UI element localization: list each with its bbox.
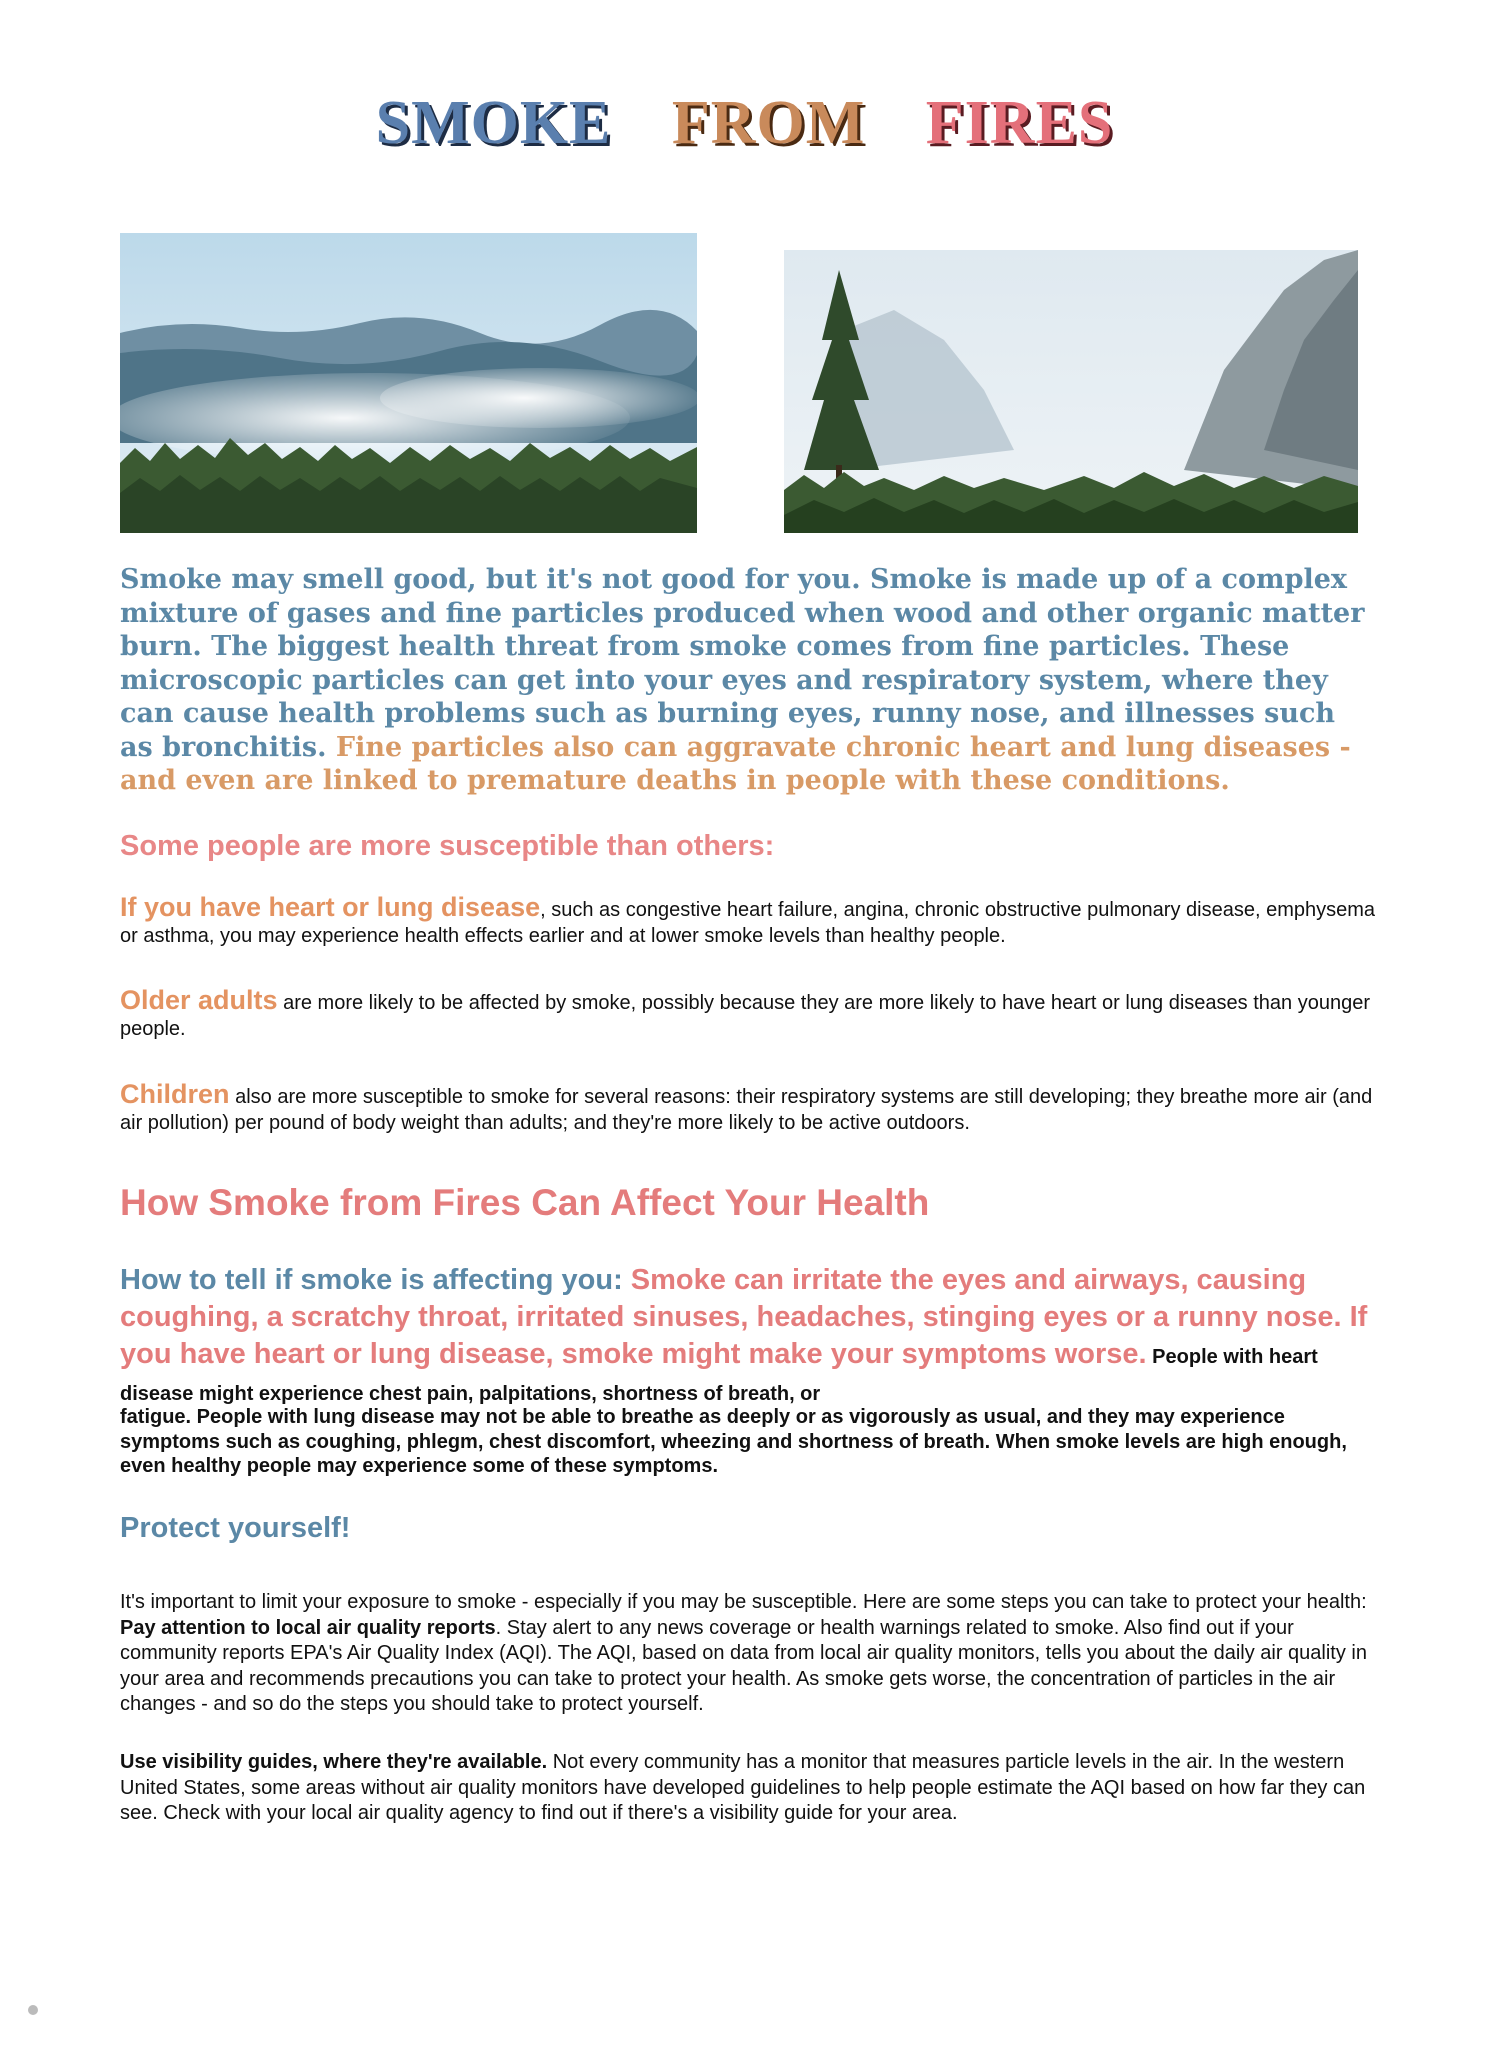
title-word-smoke: SMOKE <box>375 89 612 157</box>
heart-lung-text: , such as congestive heart failure, angina, chronic obstructive pulmonary disease, emphysema or asthma, you may experience health effects earlier and at lower smoke levels than healthy people. <box>120 899 1376 947</box>
health-heading: How Smoke from Fires Can Affect Your Health <box>120 1182 930 1223</box>
title-word-from: FROM <box>671 89 866 157</box>
protect-p1-b: . Stay alert to any news coverage or health warnings related to smoke. Also find out if your community reports EPA's Air Quality Index (AQI). The AQI, based on data from local air quality monitors, tells you about the daily air quality in your area and recommends precautions you can take to protect your health. As smoke gets worse, the concentration of particles in the air changes - and so do the steps you should take to protect yourself. <box>120 1616 1367 1715</box>
intro-blue-text: Smoke may smell good, but it's not good for you. Smoke is made up of a complex mixture of gases and fine particles produced when wood and other organic matter burn. The biggest health threat from smoke comes from fine particles. These microscopic particles can get into your eyes and respiratory system, where they can cause health problems such as burning eyes, runny nose, and illnesses such as bronchitis. <box>120 564 1365 763</box>
heart-lung-lead: If you have heart or lung disease <box>120 892 541 922</box>
older-adults-text: are more likely to be affected by smoke, possibly because they are more likely to have heart or lung diseases than younger people. <box>120 992 1370 1040</box>
susceptible-heading: Some people are more susceptible than others: <box>120 830 775 862</box>
tell-black-rest: fatigue. People with lung disease may not be able to breathe as deeply or as vigorously as usual, and they may experience symptoms such as coughing, phlegm, chest discomfort, wheezing and shortness of breath. When smoke levels are high enough, even healthy people may experience some of these symptoms. <box>120 1406 1347 1477</box>
children-text: also are more susceptible to smoke for several reasons: their respiratory systems are still developing; they breathe more air (and air pollution) per pound of body weight than adults; and they're more likely to be active outdoors. <box>120 1086 1373 1134</box>
scan-speck <box>28 2005 38 2015</box>
heart-lung-paragraph <box>120 892 1382 949</box>
protect-p1-a: It's important to limit your exposure to smoke - especially if you may be susceptible. Here are some steps you can take to protect your health: <box>120 1591 1367 1613</box>
protect-paragraph-2 <box>120 1750 1382 1827</box>
tell-black-first: People with heart disease might experience chest pain, palpitations, shortness of breath, or <box>120 1346 1318 1405</box>
protect-p2-bold: Use visibility guides, where they're available. <box>120 1751 548 1773</box>
protect-heading: Protect yourself! <box>120 1512 351 1544</box>
smoky-valley-photo <box>120 233 697 533</box>
tell-paragraph <box>120 1262 1382 1410</box>
protect-paragraph-1 <box>120 1590 1382 1718</box>
page-title <box>0 88 1489 159</box>
hazy-canyon-photo <box>784 250 1358 533</box>
tell-pink-text: Smoke can irritate the eyes and airways, causing coughing, a scratchy throat, irritated sinuses, headaches, stinging eyes or a runny nose. If you have heart or lung disease, smoke might make your symptoms worse. <box>120 1264 1368 1370</box>
intro-paragraph <box>120 563 1370 798</box>
protect-p2-text: Not every community has a monitor that measures particle levels in the air. In the western United States, some areas without air quality monitors have developed guidelines to help people estimate the AQI based on how far they can see. Check with your local air quality agency to find out if there's a visibility guide for your area. <box>120 1751 1366 1824</box>
title-word-fires: FIRES <box>925 89 1114 157</box>
children-lead: Children <box>120 1079 230 1109</box>
tell-lead: How to tell if smoke is affecting you: <box>120 1264 623 1296</box>
intro-tan-text: Fine particles also can aggravate chronic heart and lung diseases - and even are linked to premature deaths in people with these conditions. <box>120 731 1351 796</box>
older-adults-lead: Older adults <box>120 985 278 1015</box>
children-paragraph <box>120 1079 1382 1136</box>
protect-p1-bold: Pay attention to local air quality reports <box>120 1616 496 1639</box>
older-adults-paragraph <box>120 985 1382 1042</box>
